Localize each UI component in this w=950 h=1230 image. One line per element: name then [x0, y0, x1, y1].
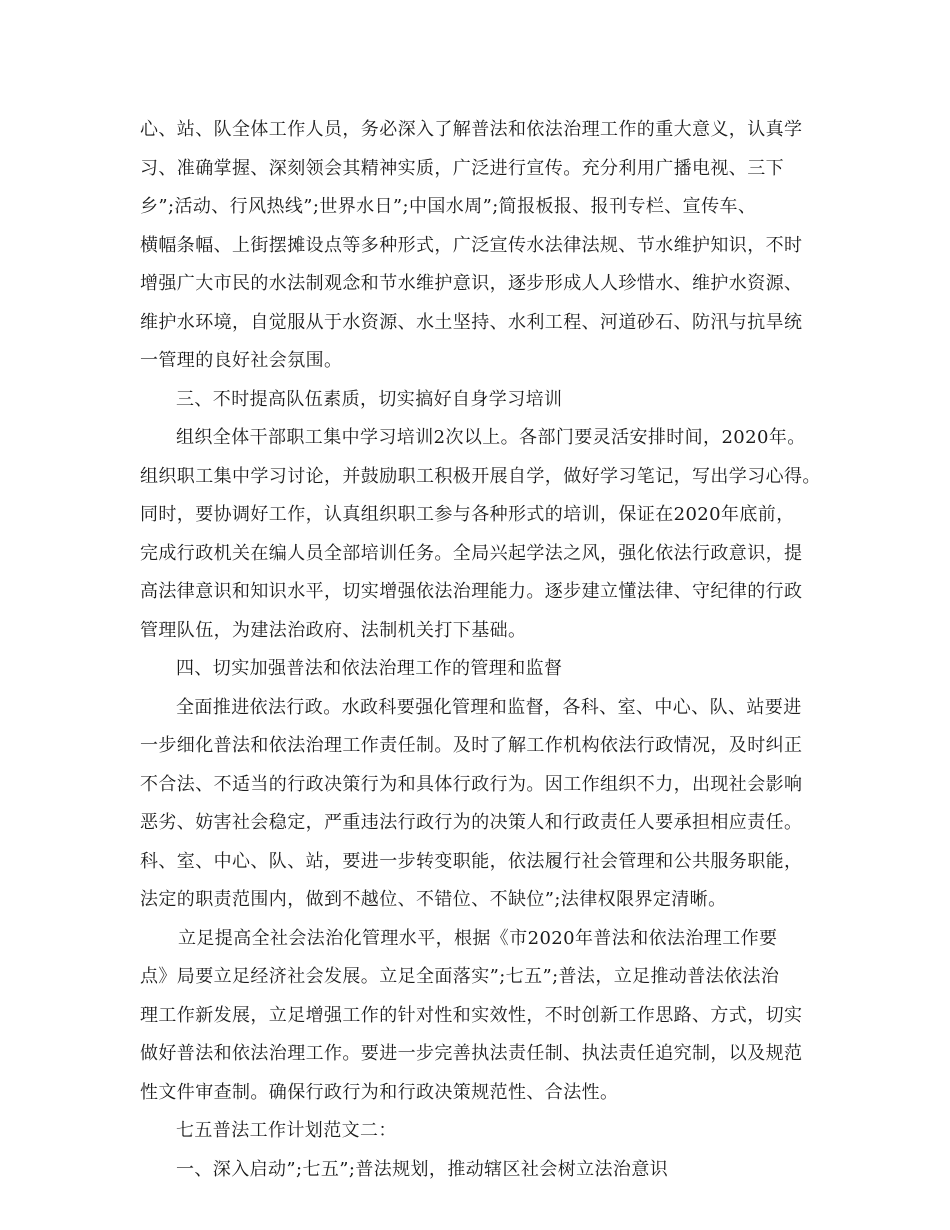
- body-text-line: 增强广大市民的水法制观念和节水维护意识，逐步形成人人珍惜水、维护水资源、: [140, 273, 803, 294]
- body-text-line: 高法律意识和知识水平，切实增强依法治理能力。逐步建立懂法律、守纪律的行政: [140, 581, 803, 602]
- body-text-line: 维护水环境，自觉服从于水资源、水土坚持、水利工程、河道砂石、防汛与抗旱统: [140, 312, 803, 333]
- body-text-line: 恶劣、妨害社会稳定，严重违法行政行为的决策人和行政责任人要承担相应责任。: [140, 812, 803, 833]
- body-text-line: 理工作新发展，立足增强工作的针对性和实效性，不时创新工作思路、方式，切实: [140, 1005, 803, 1026]
- body-text-line: 做好普法和依法治理工作。要进一步完善执法责任制、执法责任追究制，以及规范: [140, 1043, 803, 1064]
- body-text-line: 心、站、队全体工作人员，务必深入了解普法和依法治理工作的重大意义，认真学: [140, 119, 803, 140]
- body-text-line: 性文件审查制。确保行政行为和行政决策规范性、合法性。: [140, 1082, 619, 1103]
- section-heading: 三、不时提高队伍素质，切实搞好自身学习培训: [176, 389, 563, 410]
- body-text-line: 一管理的良好社会氛围。: [140, 350, 343, 371]
- body-text-line: 乡”;活动、行风热线”;世界水日”;中国水周”;简报板报、报刊专栏、宣传车、: [140, 196, 757, 217]
- body-text-line: 点》局要立足经济社会发展。立足全面落实”;七五”;普法，立足推动普法依法治: [140, 966, 780, 987]
- body-text-line: 一步细化普法和依法治理工作责任制。及时了解工作机构依法行政情况，及时纠正: [140, 735, 803, 756]
- section-heading: 一、深入启动”;七五”;普法规划，推动辖区社会树立法治意识: [176, 1159, 669, 1180]
- body-text-line: 横幅条幅、上街摆摊设点等多种形式，广泛宣传水法律法规、节水维护知识，不时: [140, 235, 803, 256]
- body-text-line: 管理队伍，为建法治政府、法制机关打下基础。: [140, 620, 527, 641]
- body-text-line: 习、准确掌握、深刻领会其精神实质，广泛进行宣传。充分利用广播电视、三下: [140, 158, 784, 179]
- body-text-line: 立足提高全社会法治化管理水平，根据《市2020年普法和依法治理工作要: [178, 928, 778, 949]
- body-text-line: 全面推进依法行政。水政科要强化管理和监督，各科、室、中心、队、站要进: [176, 697, 802, 718]
- body-text-line: 组织职工集中学习讨论，并鼓励职工积极开展自学，做好学习笔记，写出学习心得。: [140, 466, 821, 487]
- body-text-line: 法定的职责范围内，做到不越位、不错位、不缺位”;法律权限界定清晰。: [140, 889, 727, 910]
- body-text-line: 同时，要协调好工作，认真组织职工参与各种形式的培训，保证在2020年底前，: [140, 504, 795, 525]
- body-text-line: 组织全体干部职工集中学习培训2次以上。各部门要灵活安排时间，2020年。: [176, 427, 806, 448]
- section-heading: 四、切实加强普法和依法治理工作的管理和监督: [176, 658, 563, 679]
- body-text-line: 科、室、中心、队、站，要进一步转变职能，依法履行社会管理和公共服务职能，: [140, 851, 803, 872]
- body-text-line: 不合法、不适当的行政决策行为和具体行政行为。因工作组织不力，出现社会影响: [140, 774, 803, 795]
- section-heading: 七五普法工作计划范文二：: [176, 1120, 397, 1141]
- body-text-line: 完成行政机关在编人员全部培训任务。全局兴起学法之风，强化依法行政意识，提: [140, 543, 803, 564]
